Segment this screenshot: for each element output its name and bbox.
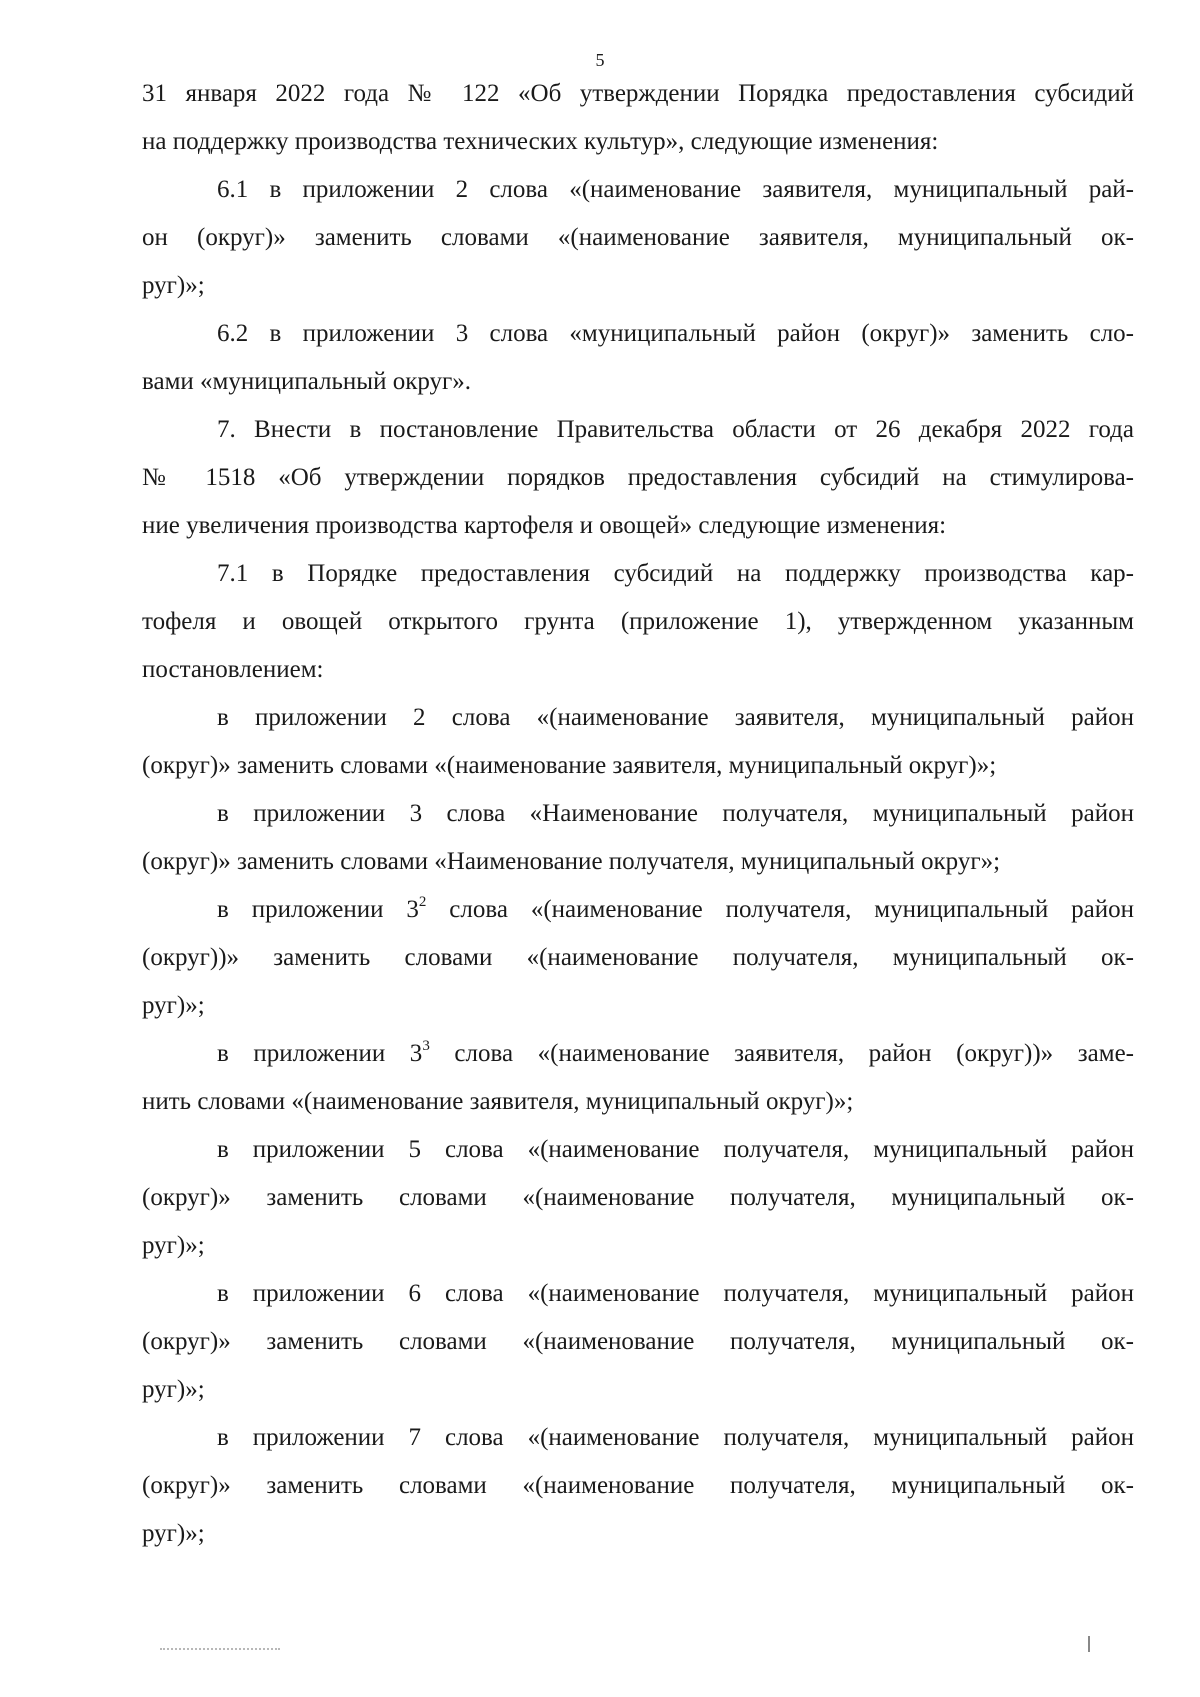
text-line xyxy=(142,886,1134,934)
text-line: 31 января 2022 года № 122 «Об утверждении Порядка предоставления субсидий xyxy=(142,80,1134,107)
text-line: в приложении 2 слова «(наименование заявителя, муниципальный район xyxy=(217,704,1134,731)
text-line: руг)»; xyxy=(142,1520,205,1547)
text-line: руг)»; xyxy=(142,272,205,299)
text-line: в приложении 3 слова «Наименование получателя, муниципальный район xyxy=(217,800,1134,827)
amendment-appendix-3-2 xyxy=(142,886,1134,1030)
text-line: вами «муниципальный округ». xyxy=(142,368,472,395)
text-segment: в приложении 3 xyxy=(217,1040,423,1067)
text-line: постановлением: xyxy=(142,656,324,683)
superscript: 3 xyxy=(422,1038,430,1054)
paragraph-7-1 xyxy=(142,550,1134,694)
scan-artifact xyxy=(1088,1636,1090,1652)
amendment-appendix-3 xyxy=(142,790,1134,886)
text-line: тофеля и овощей открытого грунта (приложение 1), утвержденном указанным xyxy=(142,608,1134,635)
text-segment: слова «(наименование заявителя, район (округ))» заме- xyxy=(429,1040,1135,1067)
amendment-appendix-6 xyxy=(142,1270,1134,1414)
text-line: (округ)» заменить словами «(наименование заявителя, муниципальный округ)»; xyxy=(142,752,997,779)
text-line: в приложении 6 слова «(наименование получателя, муниципальный район xyxy=(217,1280,1134,1307)
text-line: нить словами «(наименование заявителя, муниципальный округ)»; xyxy=(142,1088,854,1115)
text-line: (округ)» заменить словами «(наименование получателя, муниципальный ок- xyxy=(142,1328,1134,1355)
text-line: 7. Внести в постановление Правительства области от 26 декабря 2022 года xyxy=(217,416,1134,443)
text-segment: слова «(наименование получателя, муниципальный район xyxy=(426,896,1135,923)
amendment-appendix-5 xyxy=(142,1126,1134,1270)
page-number: 5 xyxy=(595,50,605,70)
text-line: ние увеличения производства картофеля и овощей» следующие изменения: xyxy=(142,512,947,539)
text-line: (округ)» заменить словами «(наименование получателя, муниципальный ок- xyxy=(142,1472,1134,1499)
text-line: он (округ)» заменить словами «(наименование заявителя, муниципальный ок- xyxy=(142,224,1134,251)
text-line: руг)»; xyxy=(142,1376,205,1403)
text-line: руг)»; xyxy=(142,992,205,1019)
paragraph-6-2 xyxy=(142,310,1134,406)
paragraph-7 xyxy=(142,406,1134,550)
text-line: в приложении 7 слова «(наименование получателя, муниципальный район xyxy=(217,1424,1134,1451)
superscript: 2 xyxy=(418,894,427,910)
text-line: руг)»; xyxy=(142,1232,205,1259)
scan-artifact xyxy=(160,1648,280,1654)
text-line: № 1518 «Об утверждении порядков предоставления субсидий на стимулирова- xyxy=(142,464,1134,491)
document-body xyxy=(142,70,1134,1558)
text-line: 6.2 в приложении 3 слова «муниципальный район (округ)» заменить сло- xyxy=(217,320,1134,347)
text-line: на поддержку производства технических культур», следующие изменения: xyxy=(142,128,939,155)
text-line: в приложении 5 слова «(наименование получателя, муниципальный район xyxy=(217,1136,1134,1163)
amendment-appendix-7 xyxy=(142,1414,1134,1558)
text-line: 6.1 в приложении 2 слова «(наименование заявителя, муниципальный рай- xyxy=(217,176,1134,203)
text-line: 7.1 в Порядке предоставления субсидий на поддержку производства кар- xyxy=(217,560,1134,587)
paragraph-6-1 xyxy=(142,166,1134,310)
text-line xyxy=(142,1030,1134,1078)
text-line: (округ)» заменить словами «Наименование получателя, муниципальный округ»; xyxy=(142,848,1001,875)
amendment-appendix-2 xyxy=(142,694,1134,790)
text-line: (округ)» заменить словами «(наименование получателя, муниципальный ок- xyxy=(142,1184,1134,1211)
amendment-appendix-3-3 xyxy=(142,1030,1134,1126)
intro-paragraph xyxy=(142,70,1134,166)
text-line: (округ))» заменить словами «(наименование получателя, муниципальный ок- xyxy=(142,944,1134,971)
text-segment: в приложении 3 xyxy=(217,896,419,923)
